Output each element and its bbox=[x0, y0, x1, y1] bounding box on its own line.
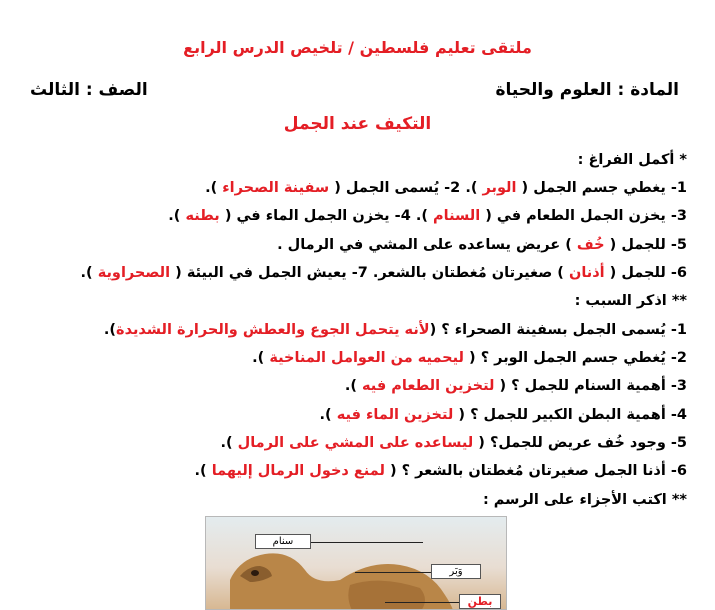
question-text: 4- أهمية البطن الكبير للجمل ؟ ( bbox=[453, 407, 687, 423]
leader-line bbox=[355, 572, 431, 573]
answer-text: خُف bbox=[576, 237, 605, 253]
page-title: ملتقى تعليم فلسطين / تلخيص الدرس الرابع bbox=[183, 38, 532, 57]
fill-line bbox=[10, 261, 687, 285]
label-fur: وَبَر bbox=[431, 564, 481, 579]
question-text: 5- للجمل ( bbox=[604, 237, 687, 253]
question-text: ). bbox=[319, 407, 337, 423]
answer-text: أذنان bbox=[568, 265, 605, 281]
reason-line bbox=[10, 346, 687, 370]
answer-text: ليساعده على المشي على الرمال bbox=[237, 435, 474, 451]
fill-line bbox=[10, 233, 687, 257]
question-text: ) عريض يساعده على المشي في الرمال . bbox=[277, 237, 577, 253]
subject-label: المادة : العلوم والحياة bbox=[495, 80, 679, 100]
section2-heading: ** اذكر السبب : bbox=[574, 293, 687, 309]
question-text: ). bbox=[194, 463, 212, 479]
answer-text: السنام bbox=[433, 208, 481, 224]
section3-heading: ** اكتب الأجزاء على الرسم : bbox=[482, 492, 687, 508]
answer-text: ليحميه من العوامل المناخية bbox=[269, 350, 464, 366]
camel-diagram bbox=[205, 516, 507, 610]
question-text: 3- يخزن الجمل الطعام في ( bbox=[480, 208, 687, 224]
question-text: ). bbox=[344, 378, 363, 394]
section1-heading: * أكمل الفراغ : bbox=[577, 152, 687, 168]
reason-line bbox=[10, 403, 687, 427]
question-text: ). bbox=[80, 265, 98, 281]
question-text: ). 4- يخزن الجمل الماء في ( bbox=[219, 208, 434, 224]
question-text: 1- يُسمى الجمل بسفينة الصحراء ؟ ( bbox=[429, 322, 687, 338]
leader-line bbox=[385, 602, 459, 603]
question-text: 1- يغطي جسم الجمل ( bbox=[516, 180, 687, 196]
answer-text: لتخزين الماء فيه bbox=[336, 407, 454, 423]
label-hump: سنام bbox=[255, 534, 311, 549]
label-belly: بطن bbox=[459, 594, 501, 609]
answer-text: الصحراوية bbox=[97, 265, 171, 281]
question-text: 6- للجمل ( bbox=[604, 265, 687, 281]
reason-line bbox=[10, 459, 687, 483]
answer-text: الوبر bbox=[482, 180, 517, 196]
reason-line bbox=[10, 318, 687, 342]
fill-line bbox=[10, 204, 687, 228]
answer-text: لتخزين الطعام فيه bbox=[362, 378, 495, 394]
question-text: ) صغيرتان مُغطتان بالشعر. 7- يعيش الجمل في البيئة ( bbox=[170, 265, 569, 281]
answer-text: سفينة الصحراء bbox=[222, 180, 330, 196]
answer-text: لمنع دخول الرمال إليهما bbox=[211, 463, 385, 479]
answer-text: لأنه يتحمل الجوع والعطش والحرارة الشديدة bbox=[116, 322, 430, 338]
grade-label: الصف : الثالث bbox=[30, 80, 148, 100]
lesson-title: التكيف عند الجمل bbox=[283, 114, 432, 134]
reason-line bbox=[10, 431, 687, 455]
answer-text: بطنه bbox=[185, 208, 220, 224]
fill-line bbox=[10, 176, 687, 200]
question-text: 2- يُغطي جسم الجمل الوبر ؟ ( bbox=[464, 350, 687, 366]
meta-row bbox=[0, 80, 715, 106]
question-text: 6- أذنا الجمل صغيرتان مُغطتان بالشعر ؟ ( bbox=[384, 463, 687, 479]
question-text: ). bbox=[220, 435, 238, 451]
leader-line bbox=[311, 542, 423, 543]
question-text: ). bbox=[252, 350, 270, 366]
question-text: ). bbox=[103, 322, 117, 338]
question-text: ). 2- يُسمى الجمل ( bbox=[329, 180, 483, 196]
question-text: ). bbox=[168, 208, 186, 224]
question-text: ). bbox=[205, 180, 223, 196]
question-text: 5- وجود خُف عريض للجمل؟ ( bbox=[473, 435, 687, 451]
reason-line bbox=[10, 374, 687, 398]
question-text: 3- أهمية السنام للجمل ؟ ( bbox=[494, 378, 687, 394]
